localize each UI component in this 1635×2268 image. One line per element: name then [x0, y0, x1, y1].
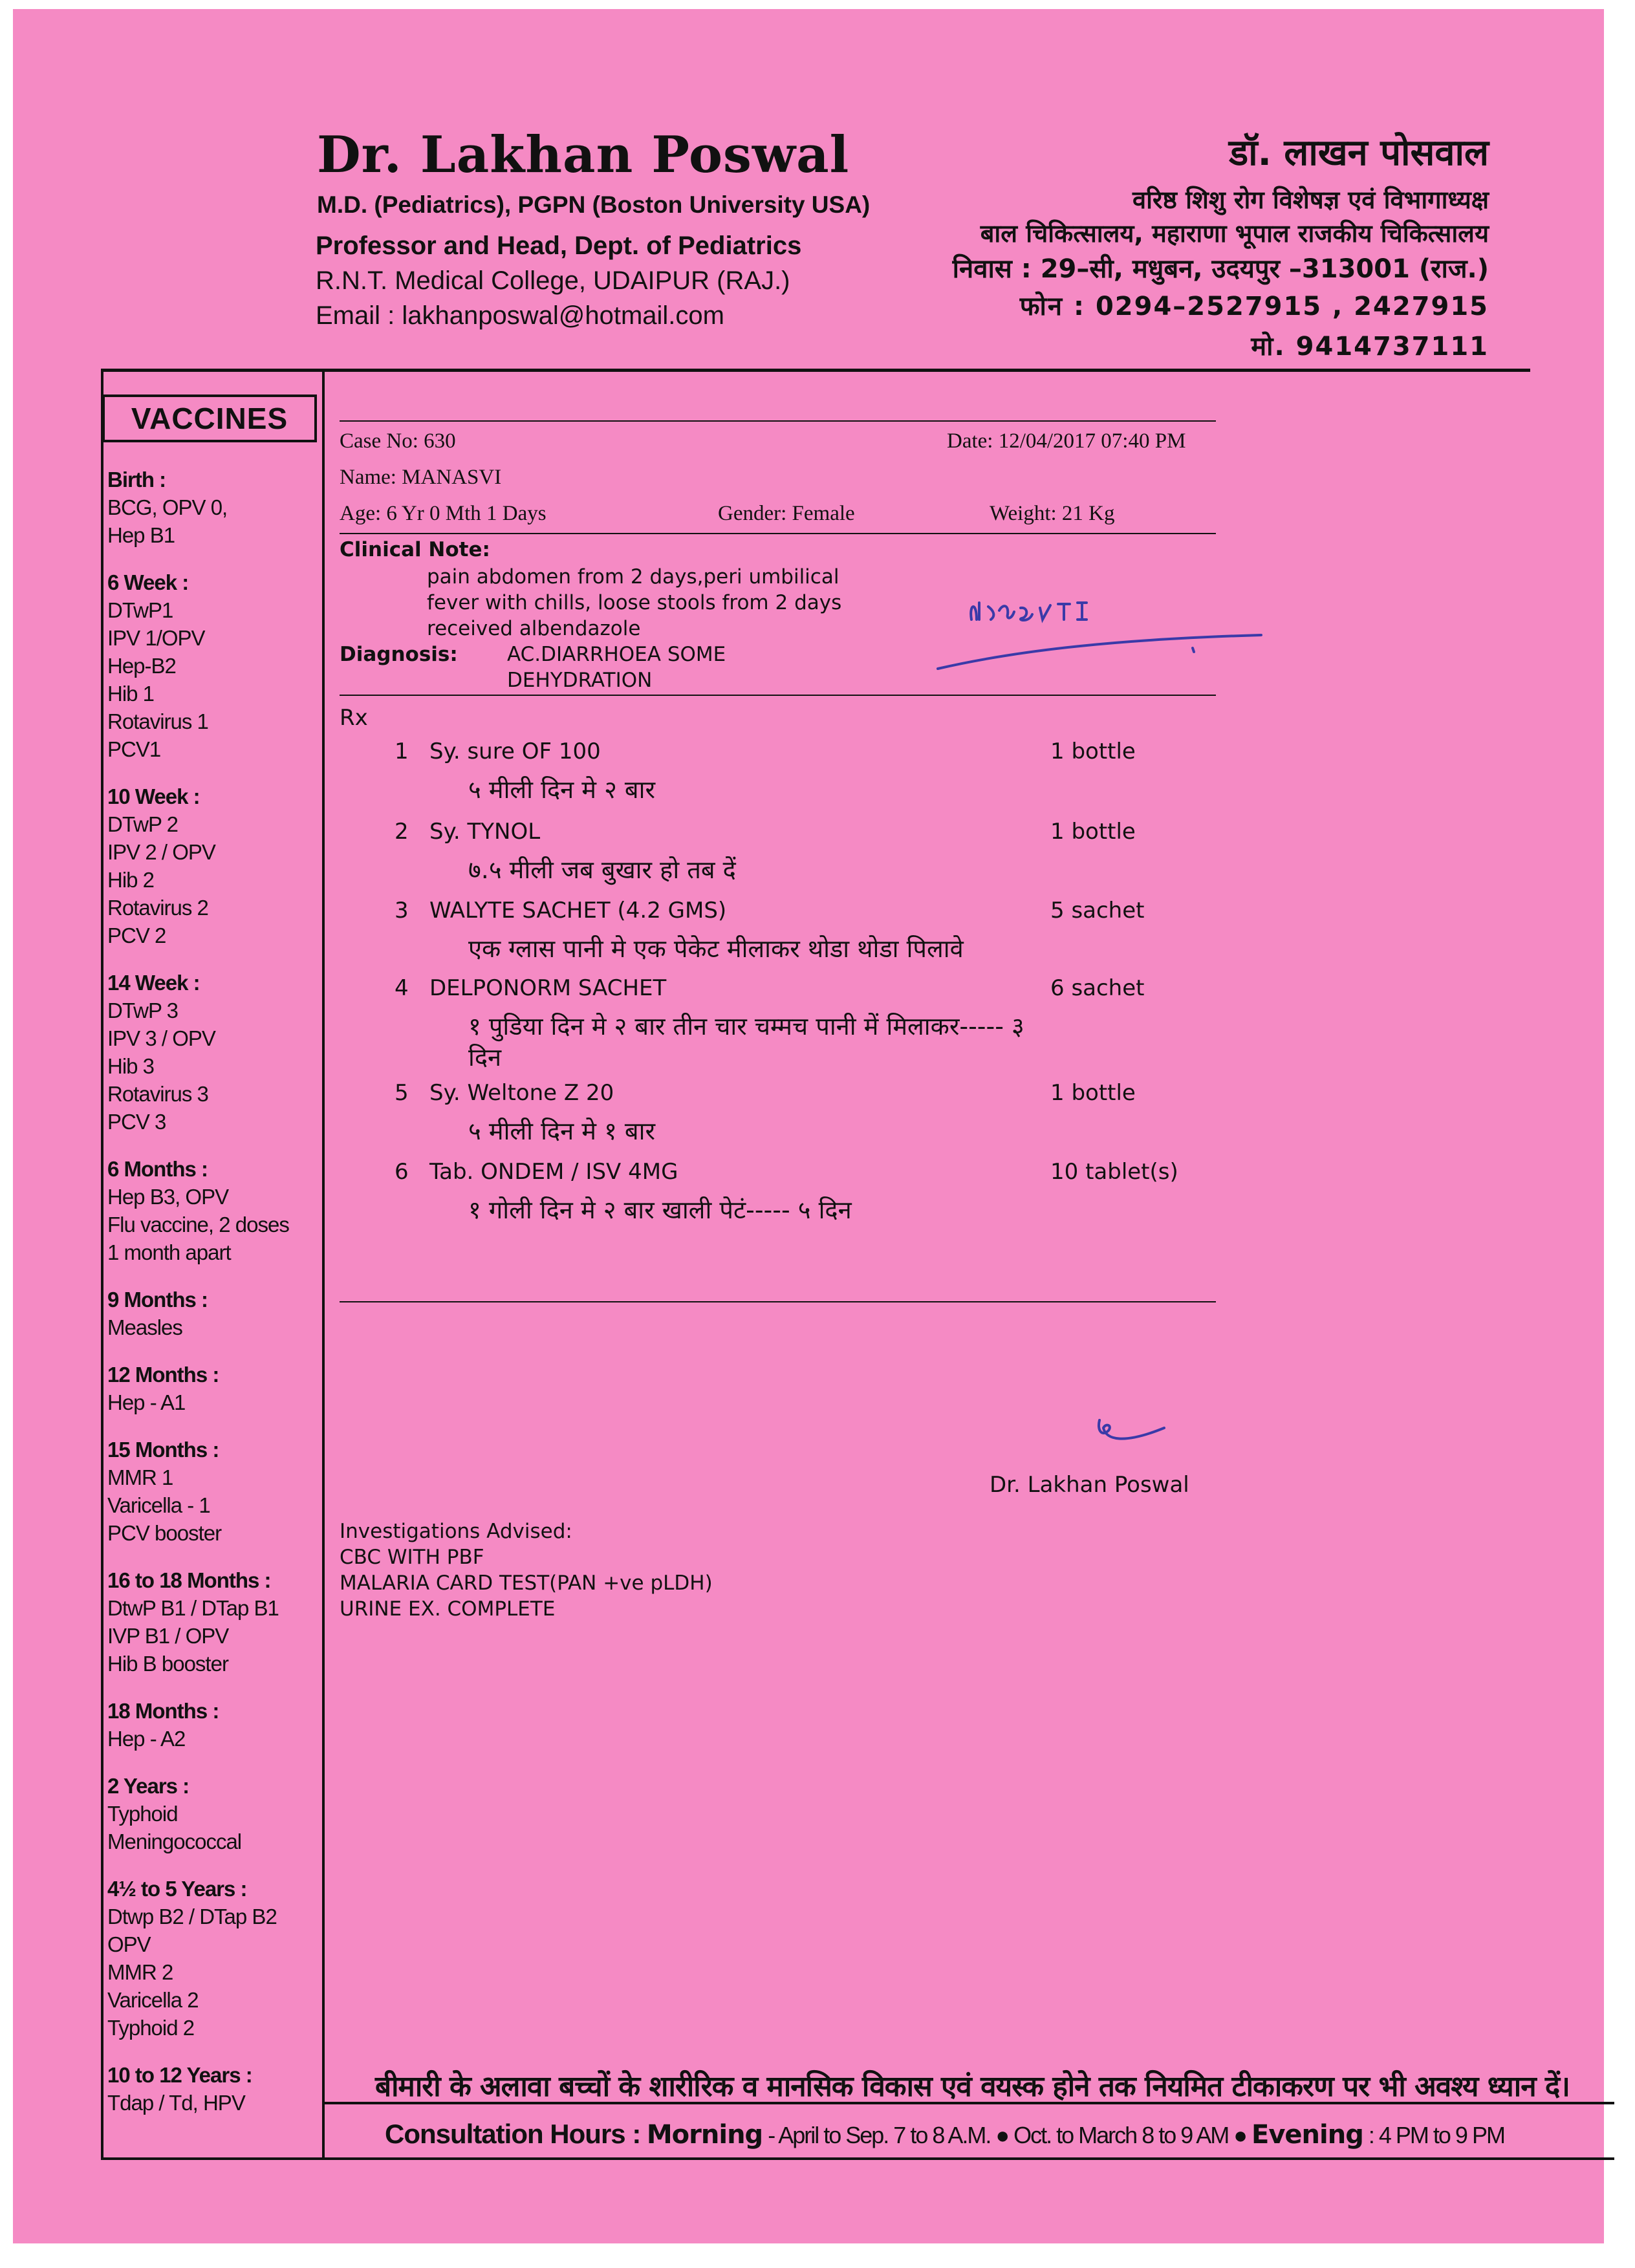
- evening-label: Evening: [1251, 2120, 1363, 2150]
- vaccine-item: Hep B3, OPV: [107, 1185, 229, 1209]
- vaccine-item: MMR 1: [107, 1465, 173, 1489]
- investigation-item: MALARIA CARD TEST(PAN +ve pLDH): [340, 1571, 713, 1595]
- clinical-note-label: Clinical Note:: [340, 538, 490, 561]
- case-number: Case No: 630: [340, 429, 456, 453]
- rx-instructions: ५ मीली दिन मे २ बार: [468, 775, 656, 804]
- vaccine-item: Hib 2: [107, 868, 155, 892]
- investigation-item: CBC WITH PBF: [340, 1546, 484, 1569]
- hindi-phone: फोन : 0294–2527915 , 2427915: [1019, 292, 1489, 321]
- vaccine-group: [107, 1697, 321, 1753]
- vaccine-item: Hep - A2: [107, 1727, 186, 1751]
- header-rule: [101, 369, 1530, 372]
- vaccine-item: Hep B1: [107, 523, 175, 547]
- vaccine-item: PCV1: [107, 737, 161, 761]
- diagnosis-line: AC.DIARRHOEA SOME: [507, 643, 726, 666]
- rx-instructions: १ गोली दिन मे २ बार खाली पेटं----- ५ दिन: [468, 1196, 852, 1224]
- rx-label: Rx: [340, 705, 368, 731]
- rx-instructions: १ पुडिया दिन मे २ बार तीन चार चम्मच पानी में मिलाकर----- ३: [468, 1012, 1024, 1041]
- hindi-address: निवास : 29–सी, मधुबन, उदयपुर –313001 (राज.): [952, 254, 1489, 284]
- vaccine-item: Varicella 2: [107, 1988, 199, 2012]
- rx-quantity: 1 bottle: [1050, 739, 1136, 764]
- footer-rule-bottom: [101, 2157, 1614, 2160]
- doctor-name: Dr. Lakhan Poswal: [317, 125, 850, 184]
- vaccine-item: Hib 1: [107, 682, 155, 706]
- vaccine-group-heading: 12 Months :: [107, 1363, 219, 1387]
- rx-item-number: 5: [395, 1080, 409, 1106]
- vaccine-group: [107, 2061, 321, 2117]
- vaccine-schedule: [107, 466, 321, 2136]
- patient-bottom-rule: [340, 533, 1216, 534]
- rx-item-number: 6: [395, 1159, 409, 1185]
- rx-bottom-rule: [340, 1301, 1216, 1302]
- vaccine-item: Hib 3: [107, 1054, 155, 1078]
- rx-medicine-name: Sy. Weltone Z 20: [429, 1080, 614, 1106]
- rx-medicine-name: Sy. TYNOL: [429, 819, 541, 845]
- rx-medicine-name: DELPONORM SACHET: [429, 975, 667, 1001]
- evening-hours: : 4 PM to 9 PM: [1363, 2122, 1504, 2148]
- vaccine-item: Hib B booster: [107, 1652, 228, 1676]
- vaccine-group: [107, 1436, 321, 1547]
- vaccine-group-heading: 15 Months :: [107, 1438, 219, 1462]
- vaccine-group-heading: 16 to 18 Months :: [107, 1568, 271, 1592]
- vaccine-item: Dtwp B2 / DTap B2: [107, 1905, 277, 1928]
- vaccine-item: Varicella - 1: [107, 1493, 210, 1517]
- hindi-hospital: बाल चिकित्सालय, महाराणा भूपाल राजकीय चिकित्सालय: [980, 219, 1489, 248]
- rx-item-number: 1: [395, 739, 409, 764]
- morning-hours: - April to Sep. 7 to 8 A.M. ● Oct. to March 8 to 9 AM ●: [763, 2122, 1252, 2148]
- rx-item-number: 4: [395, 975, 409, 1001]
- rx-quantity: 5 sachet: [1050, 898, 1145, 923]
- vaccine-item: Typhoid: [107, 1802, 178, 1826]
- patient-gender: Gender: Female: [718, 502, 855, 525]
- vaccine-item: Rotavirus 2: [107, 896, 208, 920]
- column-divider: [322, 369, 325, 2160]
- vaccine-item: DTwP1: [107, 598, 173, 622]
- hindi-doctor-name: डॉ. लाखन पोसवाल: [1229, 132, 1489, 174]
- vaccine-item: IVP B1 / OPV: [107, 1624, 229, 1648]
- clinical-note-line: received albendazole: [427, 617, 641, 640]
- vaccine-item: 1 month apart: [107, 1240, 231, 1264]
- vaccine-item: MMR 2: [107, 1960, 173, 1984]
- patient-top-rule: [340, 420, 1216, 422]
- doctor-designation: Professor and Head, Dept. of Pediatrics: [316, 232, 802, 260]
- vaccine-group: [107, 1361, 321, 1416]
- rx-quantity: 6 sachet: [1050, 975, 1145, 1001]
- vaccine-group: [107, 1286, 321, 1341]
- rx-item-number: 2: [395, 819, 409, 845]
- rx-instructions: एक ग्लास पानी मे एक पेकेट मीलाकर थोडा थोडा पिलावे: [468, 934, 964, 963]
- hindi-mobile: मो. 9414737111: [1251, 332, 1489, 362]
- vaccine-group: [107, 969, 321, 1136]
- diagnosis-label: Diagnosis:: [340, 643, 458, 666]
- vaccine-group-heading: 14 Week :: [107, 971, 200, 995]
- visit-date: Date: 12/04/2017 07:40 PM: [947, 429, 1186, 453]
- vaccine-group: [107, 568, 321, 763]
- vaccine-group: [107, 1875, 321, 2042]
- vaccine-group: [107, 1566, 321, 1678]
- vaccine-item: OPV: [107, 1932, 151, 1956]
- rx-quantity: 1 bottle: [1050, 819, 1136, 845]
- diagnosis-line: DEHYDRATION: [507, 669, 653, 692]
- vaccine-group-heading: 18 Months :: [107, 1699, 219, 1723]
- patient-name: Name: MANASVI: [340, 466, 502, 489]
- vaccine-item: Flu vaccine, 2 doses: [107, 1213, 289, 1237]
- rx-medicine-name: Sy. sure OF 100: [429, 739, 601, 764]
- clinical-note-line: pain abdomen from 2 days,peri umbilical: [427, 565, 839, 589]
- rx-quantity: 10 tablet(s): [1050, 1159, 1178, 1185]
- hours-label: Consultation Hours :: [385, 2119, 641, 2149]
- vaccine-item: PCV booster: [107, 1521, 222, 1545]
- vaccine-group: [107, 466, 321, 549]
- left-border-rule: [101, 369, 103, 2160]
- vaccine-group-heading: 2 Years :: [107, 1774, 189, 1798]
- rx-instructions: ५ मीली दिन मे १ बार: [468, 1117, 656, 1145]
- vaccine-group-heading: 10 Week :: [107, 784, 200, 808]
- vaccine-item: Hep - A1: [107, 1390, 186, 1414]
- vaccine-group: [107, 1772, 321, 1855]
- signature-name: Dr. Lakhan Poswal: [990, 1472, 1189, 1498]
- vaccine-item: DtwP B1 / DTap B1: [107, 1596, 279, 1620]
- vaccine-item: DTwP 3: [107, 999, 178, 1022]
- vaccine-item: IPV 2 / OPV: [107, 840, 215, 864]
- consultation-hours: [385, 2119, 1504, 2150]
- doctor-email: Email : lakhanposwal@hotmail.com: [316, 301, 724, 330]
- hindi-designation: वरिष्ठ शिशु रोग विशेषज्ञ एवं विभागाध्यक्ष: [1132, 186, 1489, 214]
- investigation-item: URINE EX. COMPLETE: [340, 1597, 556, 1621]
- vaccine-item: BCG, OPV 0,: [107, 495, 228, 519]
- vaccine-item: Hep-B2: [107, 654, 176, 678]
- patient-weight: Weight: 21 Kg: [990, 502, 1115, 525]
- prescription-sheet: [13, 9, 1604, 2243]
- diagnosis-bottom-rule: [340, 695, 1216, 696]
- vaccine-group-heading: 9 Months :: [107, 1288, 208, 1312]
- vaccine-group-heading: 4½ to 5 Years :: [107, 1877, 247, 1901]
- vaccine-group-heading: 10 to 12 Years :: [107, 2063, 252, 2087]
- vaccine-item: Rotavirus 3: [107, 1082, 208, 1106]
- vaccine-item: IPV 1/OPV: [107, 626, 205, 650]
- handwritten-patient-name: [931, 565, 1268, 675]
- doctor-signature: [1087, 1411, 1196, 1456]
- investigations-label: Investigations Advised:: [340, 1520, 572, 1543]
- rx-item-number: 3: [395, 898, 409, 923]
- vaccine-item: Meningococcal: [107, 1830, 242, 1853]
- vaccine-item: PCV 3: [107, 1110, 166, 1134]
- vaccine-item: PCV 2: [107, 923, 166, 947]
- vaccine-group-heading: Birth :: [107, 468, 166, 491]
- footer-advice: बीमारी के अलावा बच्चों के शारीरिक व मानसिक विकास एवं वयस्क होने तक नियमित टीकाकरण पर भी अवश्य ध्यान दें।: [375, 2070, 1570, 2103]
- rx-medicine-name: WALYTE SACHET (4.2 GMS): [429, 898, 727, 923]
- vaccine-item: Measles: [107, 1315, 182, 1339]
- vaccine-item: IPV 3 / OPV: [107, 1026, 215, 1050]
- patient-age: Age: 6 Yr 0 Mth 1 Days: [340, 502, 547, 525]
- vaccine-item: Tdap / Td, HPV: [107, 2091, 245, 2115]
- rx-instructions-continued: दिन: [468, 1043, 502, 1072]
- vaccines-title: VACCINES: [102, 394, 317, 442]
- vaccine-item: Typhoid 2: [107, 2016, 195, 2040]
- rx-medicine-name: Tab. ONDEM / ISV 4MG: [429, 1159, 678, 1185]
- vaccine-group: [107, 1155, 321, 1266]
- vaccine-group-heading: 6 Months :: [107, 1157, 208, 1181]
- doctor-degrees: M.D. (Pediatrics), PGPN (Boston University USA): [317, 191, 871, 218]
- vaccine-group: [107, 783, 321, 949]
- rx-quantity: 1 bottle: [1050, 1080, 1136, 1106]
- rx-instructions: ७.५ मीली जब बुखार हो तब दें: [468, 856, 736, 884]
- morning-label: Morning: [646, 2120, 763, 2150]
- vaccine-item: DTwP 2: [107, 812, 178, 836]
- vaccine-group-heading: 6 Week :: [107, 570, 189, 594]
- vaccine-item: Rotavirus 1: [107, 709, 208, 733]
- clinical-note-line: fever with chills, loose stools from 2 days: [427, 591, 842, 614]
- doctor-college: R.N.T. Medical College, UDAIPUR (RAJ.): [316, 266, 790, 295]
